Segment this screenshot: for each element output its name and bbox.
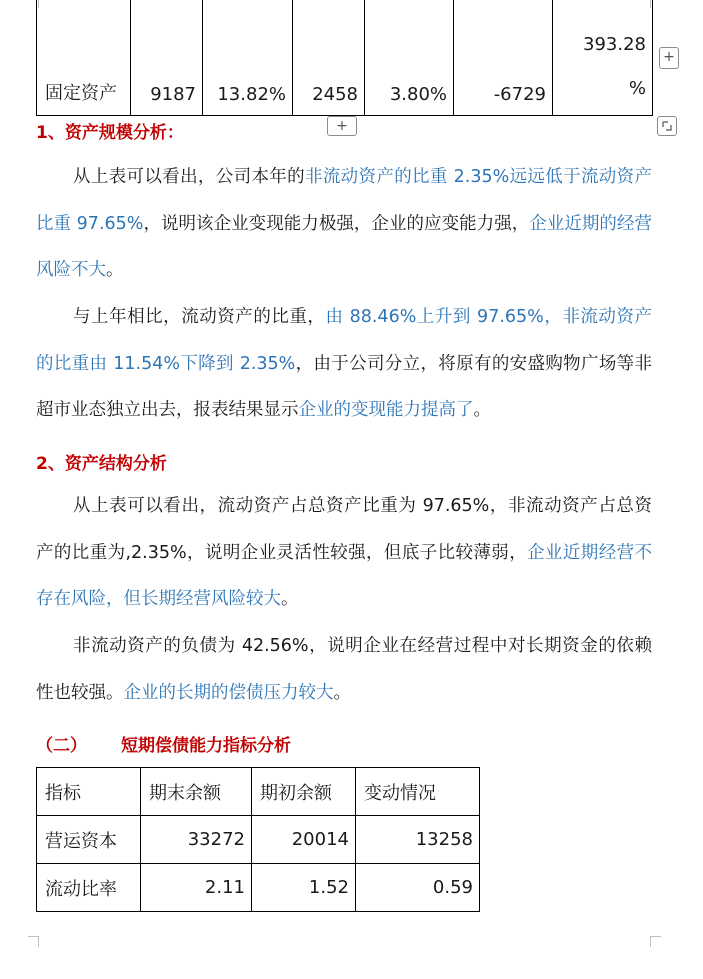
text-run: 。 bbox=[106, 260, 124, 280]
table-cell: 1.52 bbox=[252, 864, 356, 912]
text-run: ，说明该企业变现能力极强，企业的应变能力强， bbox=[143, 213, 530, 234]
table-cell: 固定资产 bbox=[37, 0, 131, 116]
paragraph bbox=[36, 294, 652, 434]
table-header-cell: 指标 bbox=[37, 768, 141, 816]
table-cell: 2458 bbox=[293, 0, 365, 116]
cell-line: % bbox=[628, 78, 646, 99]
highlighted-text: 企业近期经营不存在风险，但长期经营风险较大 bbox=[36, 542, 652, 609]
table-cell: 13258 bbox=[356, 816, 480, 864]
section-heading: 1、资产规模分析： bbox=[36, 123, 184, 143]
highlighted-text: 企业近期的经营风险不大 bbox=[36, 213, 653, 280]
text-run: 。 bbox=[473, 400, 491, 420]
paragraph bbox=[36, 483, 652, 623]
highlighted-text: 非流动资产的比重 2.35%远远低于流动资产比重 97.65% bbox=[36, 167, 653, 234]
table-cell: 0.59 bbox=[356, 864, 480, 912]
text-run: 。 bbox=[333, 682, 351, 703]
highlighted-text: 企业的变现能力提高了 bbox=[298, 400, 474, 420]
table-row bbox=[37, 816, 480, 864]
table-cell: 33272 bbox=[141, 816, 252, 864]
add-row-button[interactable] bbox=[659, 47, 679, 69]
table-cell: 营运资本 bbox=[37, 816, 141, 864]
section-heading: 2、资产结构分析 bbox=[36, 454, 167, 474]
table-row bbox=[37, 0, 653, 116]
text-run: ，由于公司分立，将原有的安盛购物广场等非超市业态独立出去，报表结果显示 bbox=[36, 353, 652, 420]
paragraph bbox=[36, 154, 652, 294]
resize-corner-icon bbox=[661, 120, 673, 132]
table-cell bbox=[553, 0, 653, 116]
heading-text: 短期偿债能力指标分析 bbox=[121, 736, 291, 756]
table-cell: 20014 bbox=[252, 816, 356, 864]
add-column-button[interactable] bbox=[327, 116, 357, 136]
solvency-table bbox=[36, 767, 480, 912]
text-run: 非流动资产的负债为 42.56%，说明企业在经营过程中对长期资金的依赖性也较强。 bbox=[36, 636, 652, 703]
table-resize-handle[interactable] bbox=[657, 116, 677, 136]
plus-icon: + bbox=[663, 49, 675, 65]
text-run: 从上表可以看出，流动资产占总资产比重为 97.65%，非流动资产占总资产的比重为,2.35%，说明企业灵活性较强，但底子比较薄弱， bbox=[36, 496, 652, 563]
heading-number: （二） bbox=[36, 736, 87, 756]
asset-table-top bbox=[36, 0, 653, 116]
page-corner-mark bbox=[28, 936, 39, 947]
table-header-cell: 变动情况 bbox=[356, 768, 480, 816]
highlighted-text: 由 88.46%上升到 97.65%，非流动资产的比重由 11.54%下降到 2.35% bbox=[36, 307, 652, 374]
table-cell: 流动比率 bbox=[37, 864, 141, 912]
table-row bbox=[37, 864, 480, 912]
text-run: 与上年相比，流动资产的比重， bbox=[73, 307, 326, 327]
table-header-cell: 期末余额 bbox=[141, 768, 252, 816]
table-cell: -6729 bbox=[454, 0, 553, 116]
page-corner-mark bbox=[650, 936, 661, 947]
highlighted-text: 企业的长期的偿债压力较大 bbox=[123, 682, 334, 703]
table-cell: 3.80% bbox=[365, 0, 454, 116]
text-run: 。 bbox=[281, 589, 299, 609]
paragraph bbox=[36, 623, 652, 716]
section-heading bbox=[36, 731, 291, 756]
text-run: 从上表可以看出，公司本年的 bbox=[73, 167, 305, 187]
table-header-cell: 期初余额 bbox=[252, 768, 356, 816]
table-cell: 13.82% bbox=[203, 0, 293, 116]
cell-line: 393.28 bbox=[583, 34, 646, 55]
table-header-row bbox=[37, 768, 480, 816]
table-cell: 9187 bbox=[131, 0, 203, 116]
table-cell: 2.11 bbox=[141, 864, 252, 912]
plus-icon: + bbox=[336, 118, 348, 134]
